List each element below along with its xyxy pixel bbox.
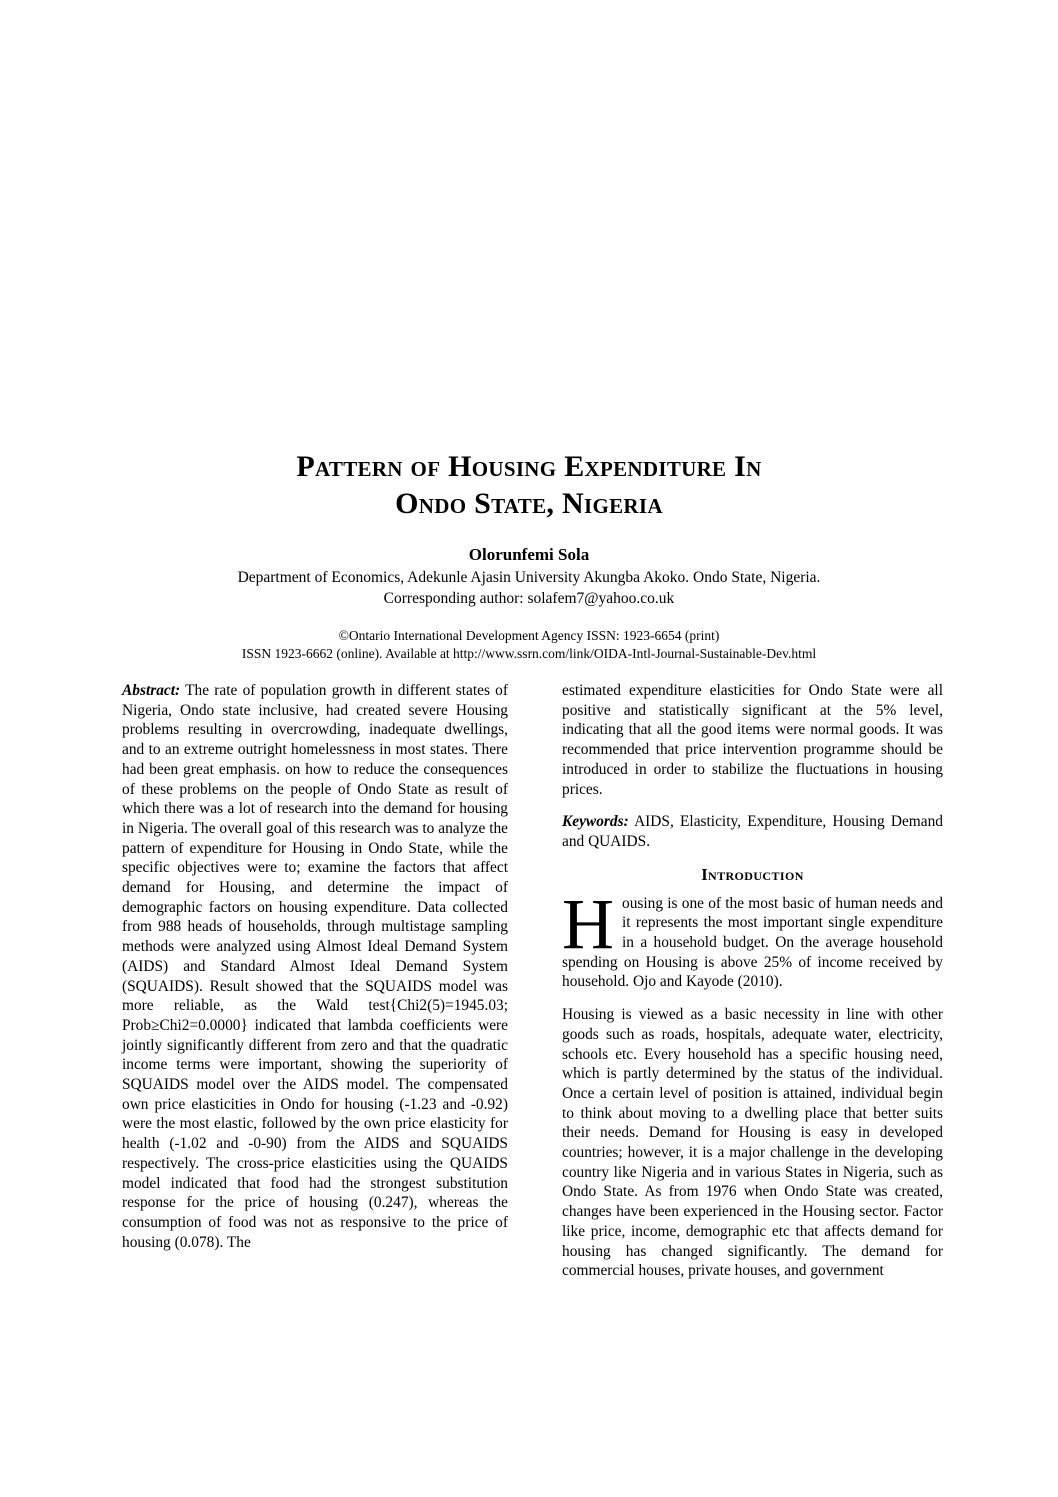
author-name: Olorunfemi Sola xyxy=(468,545,590,564)
publisher-info xyxy=(0,627,1058,662)
keywords-label: Keywords: xyxy=(562,813,629,831)
dropcap-letter: H xyxy=(562,883,614,964)
left-column xyxy=(122,681,508,1294)
introduction-heading: Introduction xyxy=(701,864,804,884)
copyright-line: ©Ontario International Development Agency ISSN: 1923-6654 (print) xyxy=(338,628,720,643)
issn-availability-line: ISSN 1923-6662 (online). Available at http://www.ssrn.com/link/OIDA-Intl-Journal-Sustainable-Dev.html xyxy=(241,645,817,661)
keywords-paragraph xyxy=(562,812,943,851)
abstract-label: Abstract: xyxy=(122,682,181,699)
paper-title-line1: Pattern of Housing Expenditure In xyxy=(296,450,762,483)
author-affiliation: Department of Economics, Adekunle Ajasin University Akungba Akoko. Ondo State, Nigeria. xyxy=(237,569,821,586)
abstract-text-part1: The rate of population growth in different states of Nigeria, Ondo state inclusive, had created severe Housing problems resulting in overcrowding, inadequate dwellings, and to an extreme outright homelessness in most states. There had been great emphasis. on how to reduce the consequences of these problems on the people of Ondo State as result of which there was a lot of research into the demand for housing in Nigeria. The overall goal of this research was to analyze the pattern of expenditure for Housing in Ondo State, while the specific objectives were to; examine the factors that affect demand for Housing, and determine the impact of demographic factors on housing expenditure. Data collected from 988 heads of households, through multistage sampling methods were analyzed using Almost Ideal Demand System (AIDS) and Standard Almost Ideal Demand System (SQUAIDS). Result showed that the SQUAIDS model was more reliable, as the Wald test{Chi2(5)=1945.03; Prob≥Chi2=0.0000} indicated that lambda coefficients were jointly significantly different from zero and that the quadratic income terms were important, showing the superiority of SQUAIDS model over the AIDS model. The compensated own price elasticities in Ondo for housing (-1.23 and -0.92) were the most elastic, followed by the own price elasticity for health (-1.02 and -0-90) from the AIDS and SQUAIDS respectively. The cross-price elasticities using the QUAIDS model indicated that food had the strongest substitution response for the price of housing (0.247), whereas the consumption of food was not as responsive to the price of housing (0.078). The xyxy=(122,682,508,1251)
introduction-paragraph-2: Housing is viewed as a basic necessity in line with other goods such as roads, hospitals, adequate water, electricity, schools etc. Every household has a specific housing need, which is partly determined by the status of the individual. Once a certain level of position is attained, individual begin to think about moving to a dwelling place that better suits their needs. Demand for Housing is easy in developed countries; however, it is a major challenge in the developing country like Nigeria and in various States in Nigeria, such as Ondo State. As from 1976 when Ondo State was created, changes have been experienced in the Housing sector. Factor like price, income, demographic etc that affects demand for housing has changed significantly. The demand for commercial houses, private houses, and government xyxy=(562,1006,943,1280)
corresponding-author-line: Corresponding author: solafem7@yahoo.co.uk xyxy=(383,590,675,607)
two-column-body xyxy=(122,681,943,1294)
right-column xyxy=(562,681,943,1294)
paper-title xyxy=(0,448,1058,522)
paper-title-line2: Ondo State, Nigeria xyxy=(395,487,663,520)
introduction-paragraph-1 xyxy=(562,883,943,993)
keywords-text: AIDS, Elasticity, Expenditure, Housing Demand and QUAIDS. xyxy=(562,813,943,850)
abstract-continued-paragraph xyxy=(562,681,943,799)
introduction-paragraph-1-text: ousing is one of the most basic of human needs and it represents the most important single expenditure in a household budget. On the average household spending on Housing is above 25% of income received by household. Ojo and Kayode (2010). xyxy=(562,894,943,991)
abstract-text-part2: estimated expenditure elasticities for Ondo State were all positive and statistically significant at the 5% level, indicating that all the good items were normal goods. It was recommended that price intervention programme should be introduced in order to stabilize the fluctuations in housing prices. xyxy=(562,682,943,798)
abstract-paragraph xyxy=(122,681,508,1252)
